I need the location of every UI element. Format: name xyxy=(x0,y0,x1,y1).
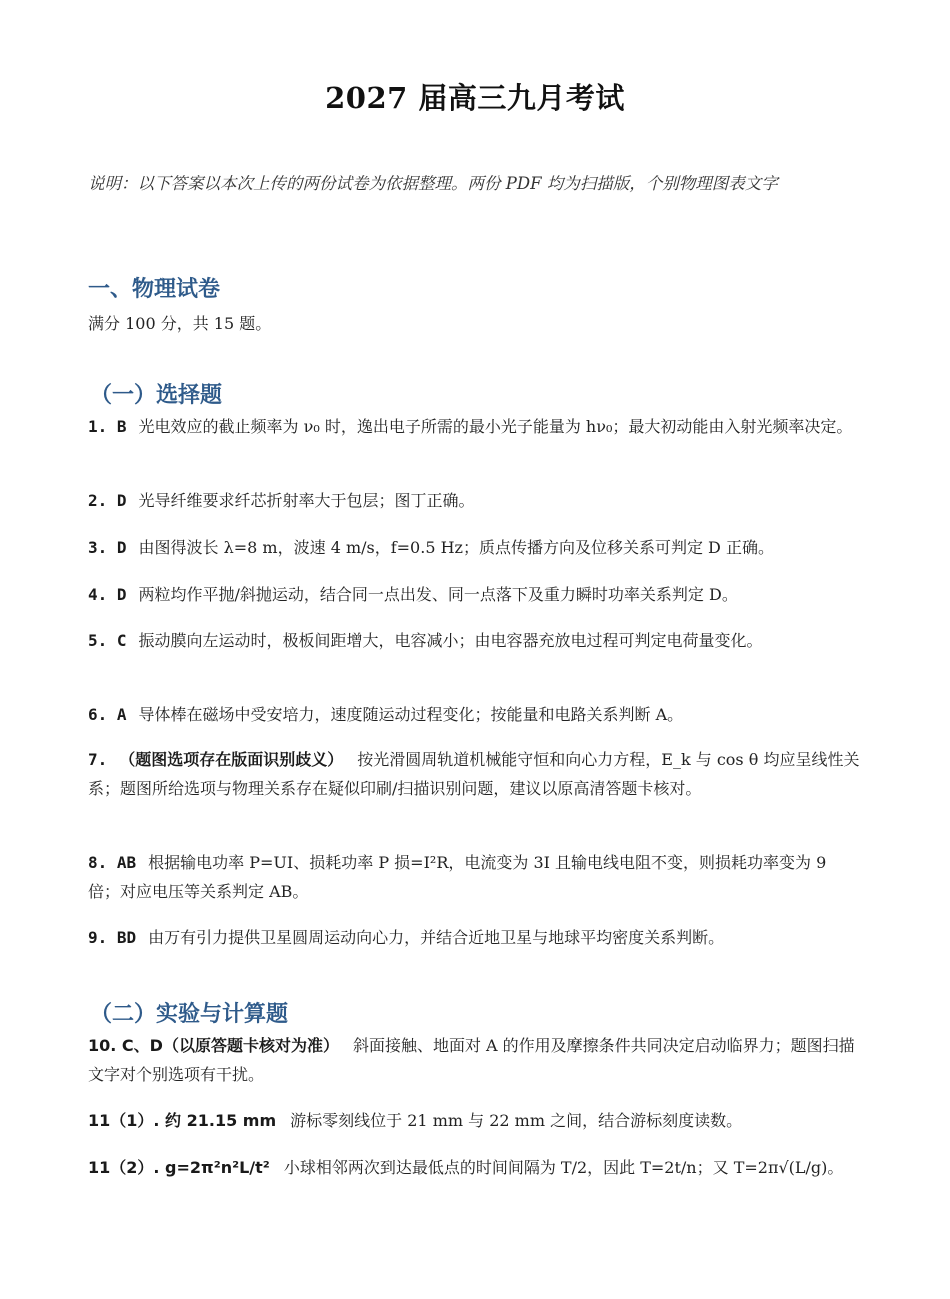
answer-key: 5. C xyxy=(88,631,127,650)
answer-explanation: 根据输电功率 P=UI、损耗功率 P 损=I²R，电流变为 3I 且输电线电阻不变，则损耗功率变为 9 倍；对应电压等关系判定 AB。 xyxy=(88,853,827,901)
explanation-note: 说明：以下答案以本次上传的两份试卷为依据整理。两份 PDF 均为扫描版，个别物理图表文字 xyxy=(88,174,778,193)
answer-item-5 xyxy=(88,626,860,655)
answer-explanation: 振动膜向左运动时，极板间距增大，电容减小；由电容器充放电过程可判定电荷量变化。 xyxy=(138,631,763,650)
document-title: 2027 届高三九月考试 xyxy=(325,81,625,115)
answer-item-9 xyxy=(88,923,860,952)
answer-key: 10. C、D（以原答题卡核对为准） xyxy=(88,1036,339,1055)
answer-explanation: 两粒均作平抛/斜抛运动，结合同一点出发、同一点落下及重力瞬时功率关系判定 D。 xyxy=(138,585,738,604)
calc-item-11-2 xyxy=(88,1153,860,1182)
physics-summary: 满分 100 分，共 15 题。 xyxy=(88,314,272,333)
answer-key: 9. BD xyxy=(88,928,137,947)
answer-explanation: 光导纤维要求纤芯折射率大于包层；图丁正确。 xyxy=(138,491,475,510)
answer-explanation: 小球相邻两次到达最低点的时间间隔为 T/2，因此 T=2t/n；又 T=2π√(L/g)。 xyxy=(283,1158,844,1177)
calc-item-11-1 xyxy=(88,1106,860,1135)
calc-section-heading: （二）实验与计算题 xyxy=(90,1002,289,1027)
answer-key: 3. D xyxy=(88,538,127,557)
answer-explanation: 导体棒在磁场中受安培力，速度随运动过程变化；按能量和电路关系判断 A。 xyxy=(138,705,684,724)
answer-explanation: 斜面接触、地面对 A 的作用及摩擦条件共同决定启动临界力；题图扫描文字对个别选项有干扰。 xyxy=(88,1036,855,1084)
answer-key: 1. B xyxy=(88,417,127,436)
answer-key: 11（2）. g=2π²n²L/t² xyxy=(88,1158,270,1177)
answer-explanation: 由图得波长 λ=8 m，波速 4 m/s，f=0.5 Hz；质点传播方向及位移关系可判定 D 正确。 xyxy=(138,538,774,557)
answer-key: 7. xyxy=(88,750,108,769)
answer-item-6 xyxy=(88,700,860,729)
answer-item-8 xyxy=(88,848,860,906)
answer-note-tag: （题图选项存在版面识别歧义） xyxy=(119,750,344,769)
answer-key: 2. D xyxy=(88,491,127,510)
answer-item-3 xyxy=(88,533,860,562)
answer-key: 6. A xyxy=(88,705,127,724)
answer-explanation: 按光滑圆周轨道机械能守恒和向心力方程，E_k 与 cos θ 均应呈线性关系；题图所给选项与物理关系存在疑似印刷/扫描识别问题，建议以原高清答题卡核对。 xyxy=(88,750,860,798)
answer-key: 8. AB xyxy=(88,853,137,872)
answer-item-2 xyxy=(88,486,860,515)
answer-item-7 xyxy=(88,745,860,803)
physics-section-heading: 一、物理试卷 xyxy=(88,277,221,302)
answer-key: 11（1）. 约 21.15 mm xyxy=(88,1111,277,1130)
calc-item-10 xyxy=(88,1031,860,1089)
answer-key: 4. D xyxy=(88,585,127,604)
answer-item-4 xyxy=(88,580,860,609)
answer-explanation: 由万有引力提供卫星圆周运动向心力，并结合近地卫星与地球平均密度关系判断。 xyxy=(148,928,725,947)
answer-explanation: 光电效应的截止频率为 ν₀ 时，逸出电子所需的最小光子能量为 hν₀；最大初动能由入射光频率决定。 xyxy=(138,417,853,436)
answer-explanation: 游标零刻线位于 21 mm 与 22 mm 之间，结合游标刻度读数。 xyxy=(290,1111,743,1130)
answer-item-1 xyxy=(88,412,860,441)
choice-section-heading: （一）选择题 xyxy=(90,383,223,408)
